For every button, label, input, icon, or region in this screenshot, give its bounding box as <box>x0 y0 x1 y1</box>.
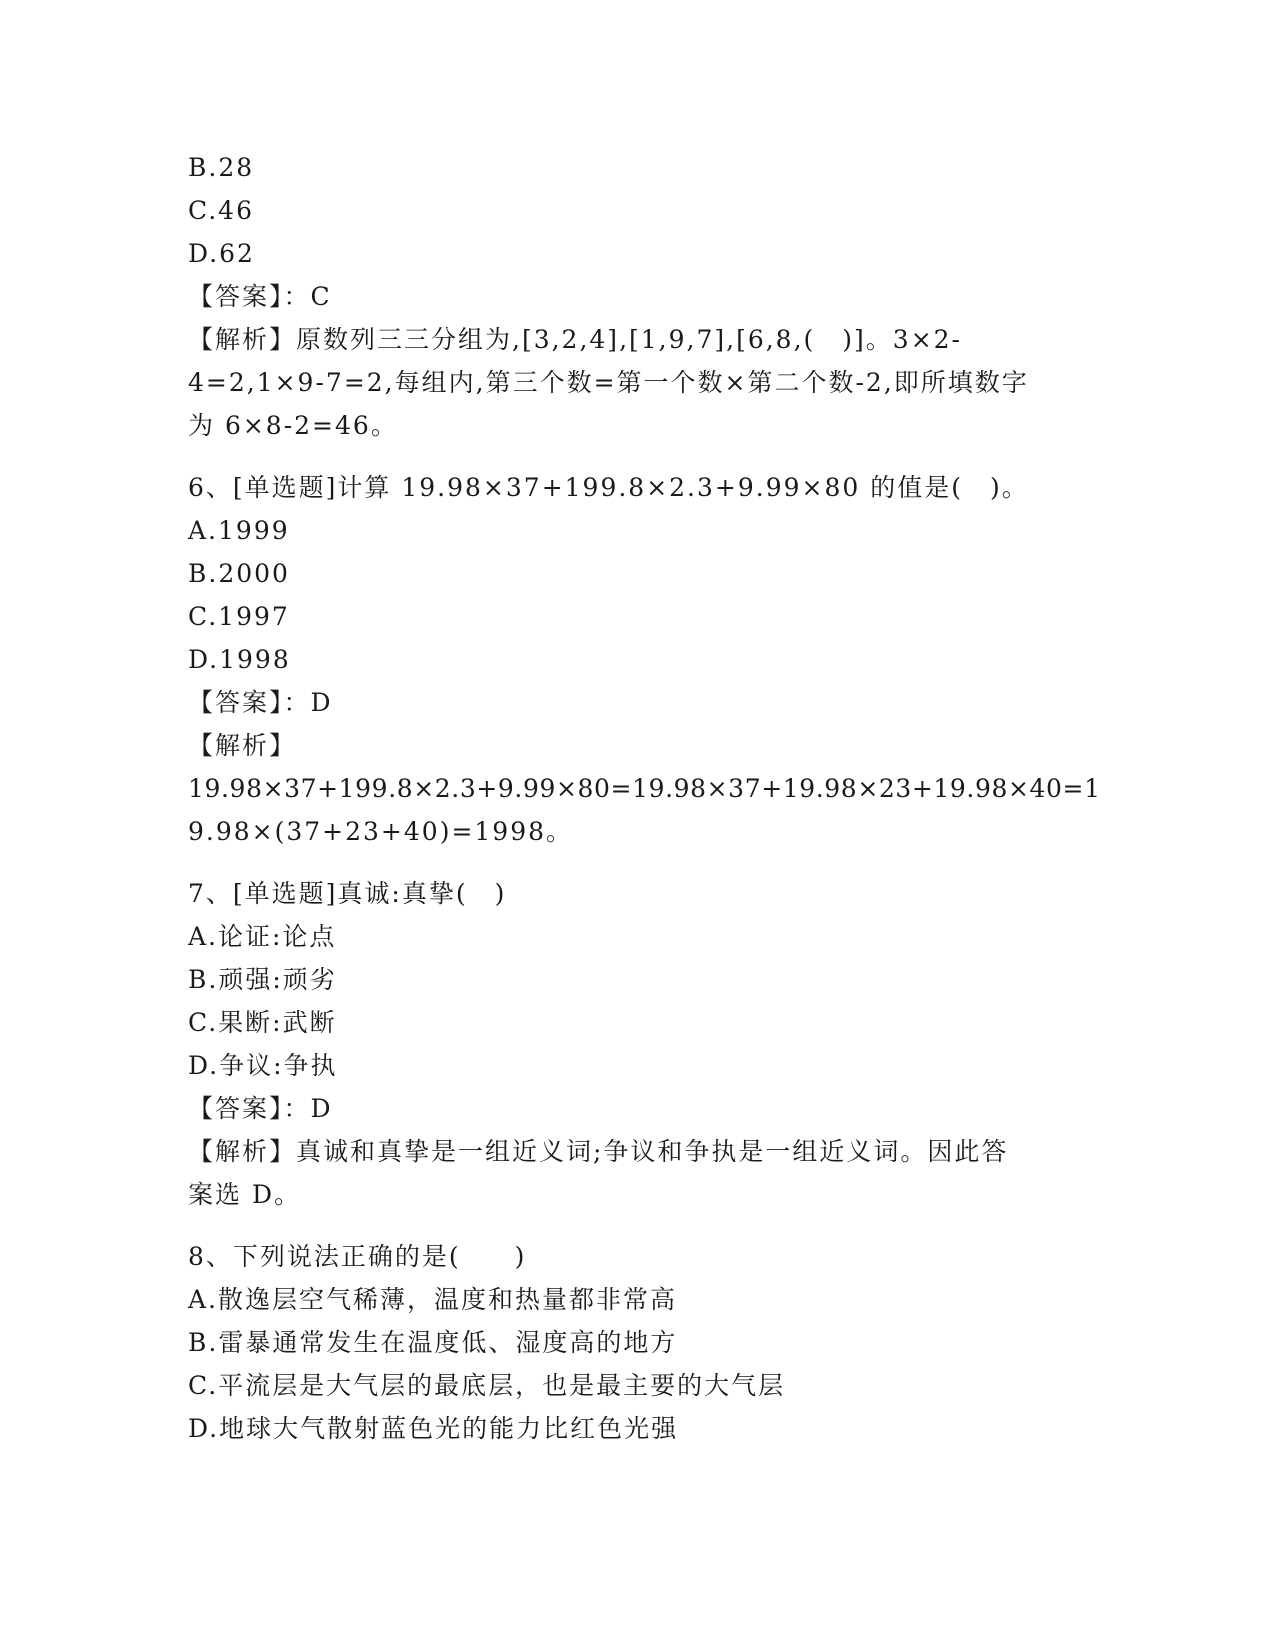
option-d: D.1998 <box>188 645 291 674</box>
analysis-line: 【解析】原数列三三分组为,[3,2,4],[1,9,7],[6,8,( )]。3×2- <box>188 325 963 354</box>
option-d: D.争议:争执 <box>188 1051 338 1080</box>
analysis-line: 19.98×37+199.8×2.3+9.99×80=19.98×37+19.98×23+19.98×40=1 <box>188 774 1101 803</box>
option-d: D.地球大气散射蓝色光的能力比红色光强 <box>188 1414 679 1443</box>
option-b: B.28 <box>188 153 255 182</box>
analysis-line: 案选 D。 <box>188 1180 301 1209</box>
question-7 <box>188 872 1088 1216</box>
option-c: C.1997 <box>188 602 290 631</box>
question-stem: 8、下列说法正确的是( ) <box>188 1242 527 1271</box>
question-stem: 6、[单选题]计算 19.98×37+199.8×2.3+9.99×80 的值是( )。 <box>188 473 1029 502</box>
question-6 <box>188 466 1101 853</box>
option-a: A.1999 <box>188 516 290 545</box>
answer: 【答案】：D <box>188 688 333 717</box>
question-8 <box>188 1235 1088 1450</box>
option-a: A.散逸层空气稀薄，温度和热量都非常高 <box>188 1285 678 1314</box>
option-b: B.2000 <box>188 559 290 588</box>
document-page <box>188 146 1101 1450</box>
analysis-line: 9.98×(37+23+40)=1998。 <box>188 817 574 846</box>
answer: 【答案】：D <box>188 1094 333 1123</box>
option-b: B.顽强:顽劣 <box>188 965 337 994</box>
analysis-line: 【解析】真诚和真挚是一组近义词;争议和争执是一组近义词。因此答 <box>188 1137 1009 1166</box>
option-b: B.雷暴通常发生在温度低、湿度高的地方 <box>188 1328 678 1357</box>
option-c: C.果断:武断 <box>188 1008 337 1037</box>
question-stem: 7、[单选题]真诚:真挚( ) <box>188 879 507 908</box>
question-5-tail <box>188 146 1088 447</box>
option-d: D.62 <box>188 239 255 268</box>
option-a: A.论证:论点 <box>188 922 337 951</box>
analysis-label: 【解析】 <box>188 731 297 760</box>
analysis-line: 4=2,1×9-7=2,每组内,第三个数=第一个数×第二个数-2,即所填数字 <box>188 368 1029 397</box>
answer: 【答案】：C <box>188 282 332 311</box>
option-c: C.46 <box>188 196 254 225</box>
analysis-line: 为 6×8-2=46。 <box>188 411 398 440</box>
option-c: C.平流层是大气层的最底层，也是最主要的大气层 <box>188 1371 786 1400</box>
